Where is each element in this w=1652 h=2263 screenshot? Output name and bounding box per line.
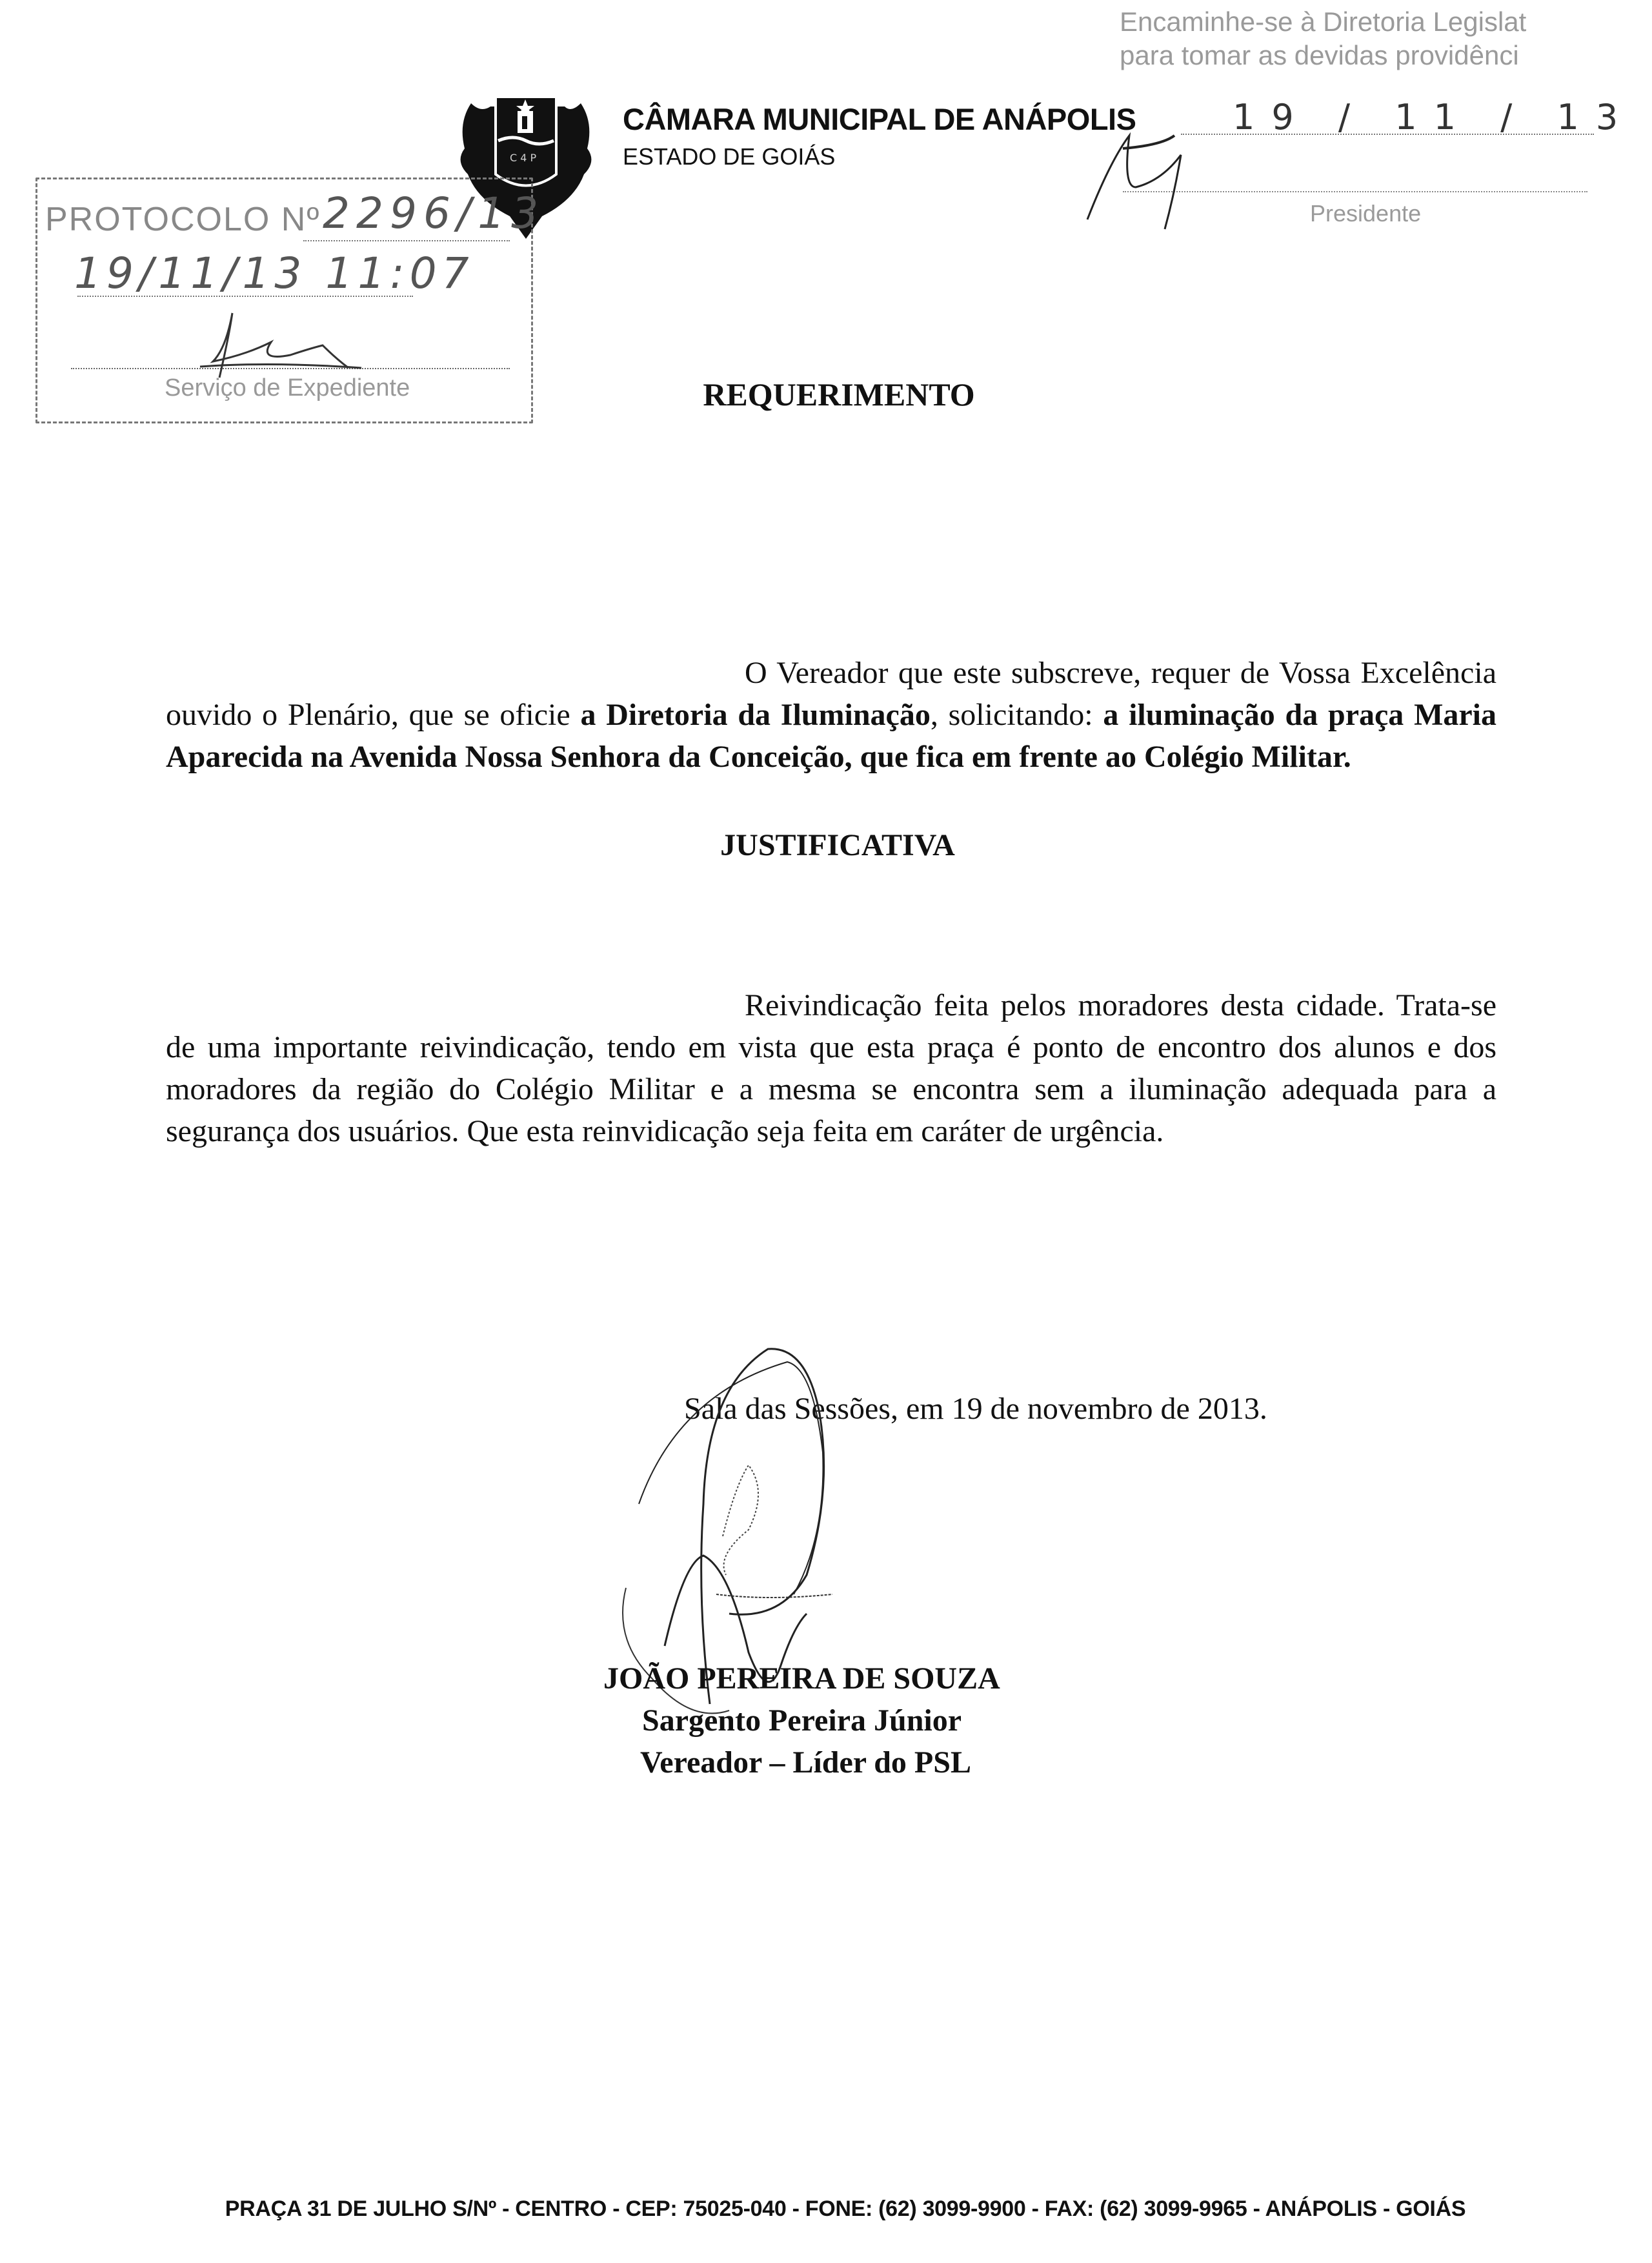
forwarding-instruction-line1: Encaminhe-se à Diretoria Legislat bbox=[1120, 6, 1527, 37]
protocol-label: PROTOCOLO Nº bbox=[45, 201, 321, 238]
forwarding-date: 19 / 11 / 13 bbox=[1233, 97, 1635, 137]
councilman-alias: Sargento Pereira Júnior bbox=[642, 1703, 962, 1738]
president-signature bbox=[1084, 110, 1291, 232]
councilman-name: JOÃO PEREIRA DE SOUZA bbox=[603, 1661, 1000, 1696]
protocol-number: 2296/13 bbox=[323, 188, 545, 238]
protocol-signature bbox=[194, 310, 400, 381]
organization-state: ESTADO DE GOIÁS bbox=[623, 143, 836, 170]
request-connector: , solicitando: bbox=[930, 698, 1103, 732]
request-opening: O Vereador que este subscreve, requer de Vossa Excelência ouvido o Plenário, que se oficie bbox=[166, 656, 1496, 732]
president-label: Presidente bbox=[1310, 200, 1422, 227]
document-title: REQUERIMENTO bbox=[703, 376, 975, 412]
svg-text:C 4 P: C 4 P bbox=[510, 152, 537, 164]
protocol-service-label: Serviço de Expediente bbox=[165, 374, 410, 401]
protocol-number-line bbox=[303, 240, 510, 241]
request-paragraph bbox=[166, 652, 1496, 778]
forwarding-stamp bbox=[1120, 5, 1636, 72]
request-addressee: a Diretoria da Iluminação bbox=[580, 698, 931, 732]
signature-block bbox=[603, 1658, 1055, 1783]
protocol-date-time: 19/11/13 11:07 bbox=[74, 249, 474, 298]
justification-title: JUSTIFICATIVA bbox=[720, 828, 955, 862]
justification-paragraph: Reivindicação feita pelos moradores desta cidade. Trata-se de uma importante reivindicação, tendo em vista que esta praça é ponto de encontro dos alunos e dos moradores da região do Colégio Militar e a mesma se encontra sem a iluminação adequada para a segurança dos usuários. Que esta reinvidicação seja feita em caráter de urgência. bbox=[166, 988, 1496, 1148]
request-subject: a iluminação da praça Maria Aparecida na Avenida Nossa Senhora da Conceição, que fica em frente ao Colégio Militar. bbox=[166, 698, 1497, 774]
footer-address: PRAÇA 31 DE JULHO S/Nº - CENTRO - CEP: 75025-040 - FONE: (62) 3099-9900 - FAX: (62) 3099-9965 - ANÁPOLIS - GOIÁS bbox=[225, 2197, 1466, 2221]
organization-name: CÂMARA MUNICIPAL DE ANÁPOLIS bbox=[623, 102, 1136, 136]
protocol-date-line bbox=[77, 296, 413, 297]
councilman-role: Vereador – Líder do PSL bbox=[640, 1745, 971, 1780]
document-body bbox=[166, 652, 1496, 1152]
closing-date-line: Sala das Sessões, em 19 de novembro de 2013. bbox=[684, 1392, 1267, 1426]
forwarding-instruction-line2: para tomar as devidas providênci bbox=[1120, 40, 1519, 70]
